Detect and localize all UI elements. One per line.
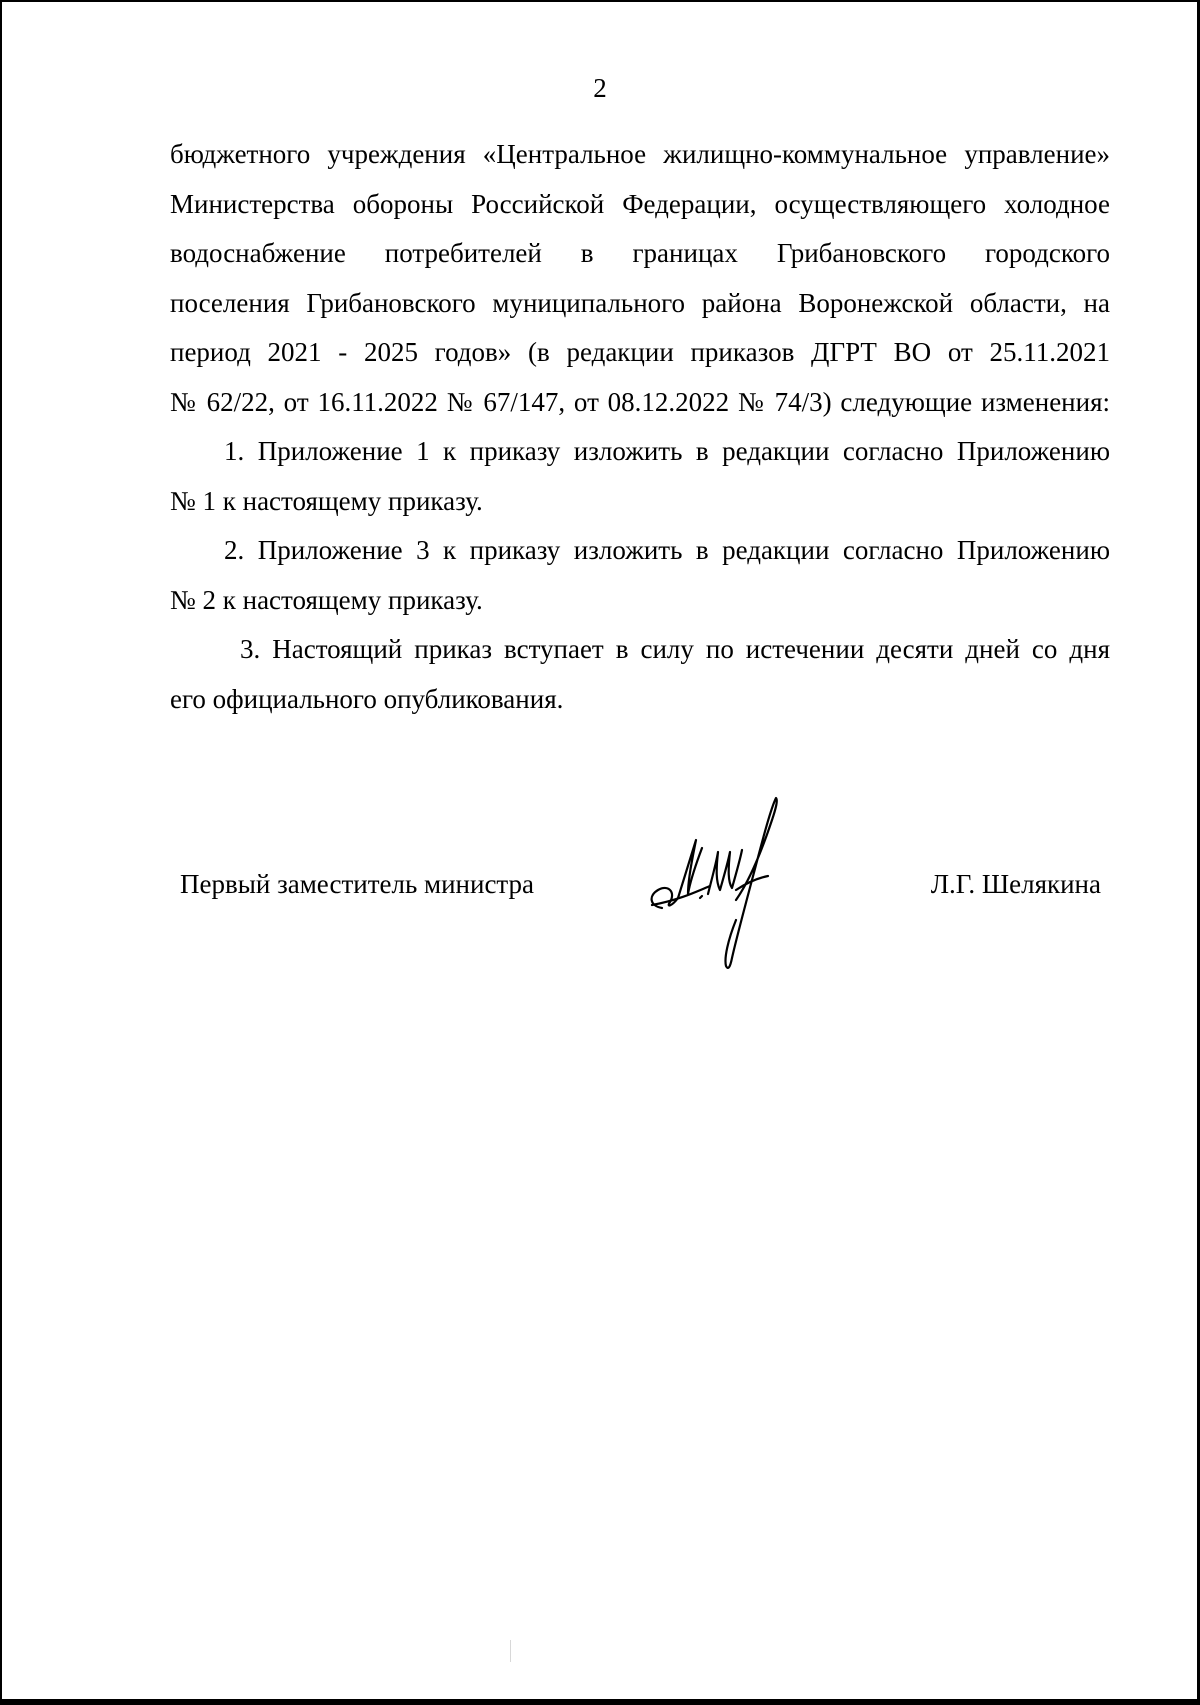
list-item-1-line: № 1 к настоящему приказу. [170, 485, 483, 516]
list-item-2-line: 2. Приложение 3 к приказу изложить в редакции согласно Приложению [224, 535, 1110, 565]
list-item-2-line: № 2 к настоящему приказу. [170, 584, 483, 615]
list-item-1-line: 1. Приложение 1 к приказу изложить в редакции согласно Приложению [224, 436, 1110, 466]
page-number: 2 [593, 73, 607, 103]
scan-artifact [510, 1640, 511, 1662]
body-line: поселения Грибановского муниципального района Воронежской области, на [170, 287, 1110, 318]
list-item-3-line: 3. Настоящий приказ вступает в силу по истечении десяти дней со дня [240, 634, 1110, 664]
signer-position: Первый заместитель министра [180, 869, 535, 899]
signer-name: Л.Г. Шелякина [930, 869, 1101, 899]
signature-icon [640, 790, 820, 980]
body-line: Министерства обороны Российской Федерации, осуществляющего холодное [170, 188, 1110, 219]
list-item-3-line: его официального опубликования. [170, 683, 564, 714]
body-line: № 62/22, от 16.11.2022 № 67/147, от 08.12.2022 № 74/3) следующие изменения: [170, 386, 1110, 417]
body-line: бюджетного учреждения «Центральное жилищно-коммунальное управление» [170, 139, 1110, 169]
body-line: период 2021 - 2025 годов» (в редакции приказов ДГРТ ВО от 25.11.2021 [170, 337, 1110, 367]
body-line: водоснабжение потребителей в границах Грибановского городского [170, 238, 1110, 268]
document-body [170, 130, 1110, 724]
